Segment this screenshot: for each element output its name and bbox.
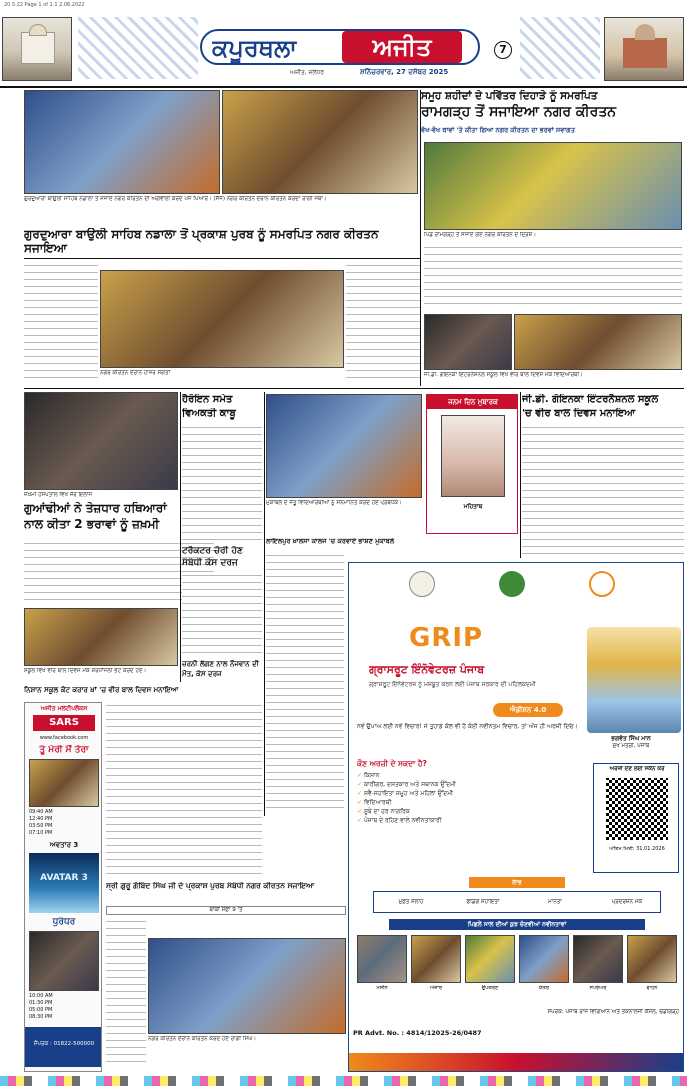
- check-icon: ✓: [357, 799, 364, 806]
- check-icon: ✓: [357, 772, 364, 779]
- cinema-show-time: 01:30 PM: [29, 1000, 53, 1006]
- cinema-movie3-poster: [29, 931, 99, 991]
- cm-title: ਮੁੱਖ ਮੰਤਰੀ, ਪੰਜਾਬ: [612, 743, 650, 749]
- story4-headline-line1: ਗੁਆਂਢੀਆਂ ਨੇ ਤੇਜ਼ਧਾਰ ਹਥਿਆਰਾਂ: [24, 502, 167, 515]
- color-registration-strip: [0, 1076, 687, 1086]
- grip-who-item: [357, 816, 577, 825]
- grip-past-photo: [573, 935, 623, 983]
- story9-photo-caption: ਸਕੂਲ ਵਿਖੇ ਵੀਰ ਬਾਲ ਦਿਵਸ ਮੌਕੇ ਸ਼ਰਧਾਂਜਲੀ ਭੇਟ ਕਰਦੇ ਹੋਏ।: [24, 668, 147, 674]
- grip-deadline: ਅੰਤਿਮ ਮਿਤੀ: 31.01.2026: [609, 846, 665, 852]
- story1-photo-left: [24, 90, 220, 194]
- column-rule: [264, 392, 265, 816]
- story6-headline-line1: ਟਰੈਕਟਰ ਚੋਰੀ ਹੋਣ: [182, 546, 243, 556]
- story1-text-col2: [346, 262, 420, 380]
- column-rule: [520, 392, 521, 558]
- check-icon: ✓: [357, 817, 364, 824]
- cinema-show-time: 08:30 PM: [29, 1014, 53, 1020]
- masthead-pattern-left: [78, 17, 198, 79]
- gov-emblem-icon: [409, 571, 435, 597]
- grip-logo: GRIP: [409, 623, 484, 653]
- story10-continued: ਬਾਕੀ ਸਫ਼ਾ 9 'ਤੇ: [106, 906, 346, 915]
- masthead-title-box: [200, 29, 480, 65]
- cinema-show-time: 07:10 PM: [29, 830, 53, 836]
- story1-text-col1: [24, 262, 98, 380]
- section-rule-1: [24, 388, 684, 389]
- grip-past-label: ਮਸ਼ੀਨ: [376, 985, 388, 991]
- story4-photo-caption: ਜ਼ਖ਼ਮੀ ਹਸਪਤਾਲ ਵਿਖੇ ਜ਼ੇਰੇ ਇਲਾਜ: [24, 492, 93, 498]
- grip-who-item: [357, 798, 577, 807]
- masthead-city: ਕਪੂਰਥਲਾ: [212, 33, 298, 62]
- grip-benefit: ਮੁਫ਼ਤ ਸਲਾਹ: [398, 899, 424, 905]
- grip-past-photo: [627, 935, 677, 983]
- story9-headline: ਨਿਸ਼ਾਨ ਸਕੂਲ ਕੋਟ ਕਰਾਰ ਖ਼ਾਂ 'ਚ ਵੀਰ ਬਾਲ ਦਿਵਸ ਮਨਾਇਆ: [24, 686, 179, 694]
- grip-footer-advt-no: PR Advt. No. : 4814/12025-26/0487: [353, 1029, 482, 1037]
- story2-headline-line1: ਸਮੂਹ ਸ਼ਹੀਦਾਂ ਦੇ ਪਵਿੱਤਰ ਦਿਹਾੜੇ ਨੂੰ ਸਮਰਪਿਤ: [421, 90, 598, 102]
- story1-headline-rule: [24, 258, 420, 259]
- cinema-movie2-label: ਅਵਤਾਰ 3: [49, 841, 79, 849]
- grip-who-item-label: ਪੰਜਾਬ ਦੇ ਰਹਿਣ ਵਾਲੇ ਨਵੀਨਤਾਕਾਰੀ: [363, 817, 442, 824]
- grip-benefit: ਮਾਨਤਾ: [548, 899, 562, 905]
- grip-benefits-title: ਲਾਭ: [469, 877, 565, 888]
- story10-photo: [148, 938, 346, 1034]
- story2-text: [424, 244, 682, 310]
- grip-title: ਗ੍ਰਾਸਰੂਟ ਇੰਨੋਵੇਟਰਜ਼ ਪੰਜਾਬ: [369, 663, 485, 676]
- cinema-movie1-poster: [29, 759, 99, 807]
- story2-headline-line2: ਰਾਮਗੜ੍ਹ ਤੋਂ ਸਜਾਇਆ ਨਗਰ ਕੀਰਤਨ: [421, 104, 617, 120]
- check-icon: ✓: [357, 781, 364, 788]
- story1-photo-right: [222, 90, 418, 194]
- grip-who-item-label: ਸਵੈ-ਸਹਾਇਤਾ ਸਮੂਹ ਅਤੇ ਮਹਿਲਾ ਉੱਦਮੀ: [363, 790, 454, 797]
- grip-advertisement: [348, 562, 684, 1072]
- story1-caption: ਗੁਰਦੁਆਰਾ ਬਾਉਲੀ ਸਾਹਿਬ ਨਡਾਲਾ ਤੋਂ ਸਜਾਏ ਨਗਰ ਕੀਰਤਨ ਦੀ ਅਗਵਾਈ ਕਰਦੇ ਪੰਜ ਪਿਆਰੇ। (ਸੱਜੇ) ਨਗਰ ਕੀਰਤਨ ਦੌਰਾਨ ਕੀਰਤਨ ਕਰਦਾ ਰਾਗੀ ਜਥਾ।: [24, 196, 327, 202]
- grip-who-item-label: ਸੂਬੇ ਦਾ ਹਰ ਨਾਗਰਿਕ: [363, 808, 410, 815]
- birthday-name: ਮਹਿਤਾਬ: [463, 503, 483, 510]
- masthead-sub-left: ਅਜੀਤ, ਜਲੰਧਰ: [290, 69, 325, 76]
- page-number: 7: [494, 41, 512, 59]
- cinema-movie1: ਤੂੰ ਮੇਰੀ ਮੈਂ ਤੇਰਾ: [39, 745, 89, 755]
- cinema-movie2-poster: [29, 853, 99, 913]
- story6-headline-line2: ਸੰਬੰਧੀ ਕੇਸ ਦਰਜ: [182, 558, 238, 568]
- grip-past-gallery: [357, 935, 677, 999]
- print-strip: 20.5.22 Page 1 of 1.1 2.06.2022: [4, 2, 85, 8]
- masthead-rule: [0, 86, 687, 88]
- birthday-box: [426, 394, 518, 534]
- grip-benefit: ਫੰਡਿੰਗ ਸਹਾਇਤਾ: [466, 899, 500, 905]
- cinema-ad: [24, 702, 102, 1072]
- grip-bottom-bar: [349, 1053, 684, 1072]
- story5-text: [182, 424, 262, 542]
- cm-photo: [587, 627, 681, 733]
- cinema-url: www.facebook.com: [39, 735, 89, 741]
- grip-mini-logo-icon: [589, 571, 615, 597]
- grip-past-label: ਉਪਕਰਣ: [481, 985, 499, 991]
- grip-past-label: ਸਪਰੇਅਰ: [589, 985, 607, 991]
- grip-past-photo: [411, 935, 461, 983]
- story8-headline-line1: ਜ਼ਰਨੀ ਲੱਗਣ ਨਾਲ ਨੌਜਵਾਨ ਦੀ: [182, 660, 259, 668]
- story3-text: [522, 424, 684, 556]
- grip-who-item-label: ਕਿਸਾਨ: [363, 772, 380, 779]
- grip-who-title: ਕੌਣ ਅਰਜ਼ੀ ਦੇ ਸਕਦਾ ਹੈ?: [357, 759, 427, 768]
- story10-text: [106, 918, 146, 1068]
- grip-past-label: ਔਜ਼ਾਰ: [429, 985, 443, 991]
- cinema-show-time: 03:50 PM: [29, 823, 53, 829]
- masthead: [0, 11, 687, 86]
- story3-photo-caption: ਜੀ.ਡੀ. ਗੋਇਨਕਾ ਇੰਟਰਨੈਸ਼ਨਲ ਸਕੂਲ ਵਿਖੇ ਵੀਰ ਬਾਲ ਦਿਵਸ ਮੌਕੇ ਵਿਦਿਆਰਥੀ।: [424, 372, 583, 378]
- story1-headline: ਗੁਰਦੁਆਰਾ ਬਾਉਲੀ ਸਾਹਿਬ ਨਡਾਲਾ ਤੋਂ ਪ੍ਰਕਾਸ਼ ਪੁਰਬ ਨੂੰ ਸਮਰਪਿਤ ਨਗਰ ਕੀਰਤਨ ਸਜਾਇਆ: [24, 228, 379, 255]
- story3-photo-left: [424, 314, 512, 370]
- masthead-right-image: [604, 17, 684, 81]
- grip-who-item: [357, 789, 577, 798]
- cinema-show-time: 12:40 PM: [29, 816, 53, 822]
- check-icon: ✓: [357, 790, 364, 797]
- grip-benefits-row: [373, 891, 661, 913]
- qr-box: [593, 763, 679, 873]
- cinema-shows3: [29, 993, 99, 1021]
- story5-headline-line2: ਵਿਅਕਤੀ ਕਾਬੂ: [182, 408, 236, 419]
- masthead-pattern-right: [520, 17, 600, 79]
- qr-label: ਅਰਜ਼ੀ ਦੇਣ ਲਈ ਸਕੈਨ ਕਰੋ: [609, 766, 665, 772]
- story7-photo-caption: ਮੁਕਾਬਲੇ ਦੇ ਜੇਤੂ ਵਿਦਿਆਰਥੀਆਂ ਨੂੰ ਸਨਮਾਨਿਤ ਕਰਦੇ ਹੋਏ ਪ੍ਰਬੰਧਕ।: [266, 500, 402, 506]
- story8-headline-line2: ਮੌਤ, ਕੇਸ ਦਰਜ: [182, 670, 222, 678]
- cinema-shows1: [29, 809, 99, 837]
- cinema-brand: SARS: [33, 715, 95, 731]
- grip-who-item-label: ਵਿਦਿਆਰਥੀ: [363, 799, 392, 806]
- grip-past-photo: [519, 935, 569, 983]
- story4-headline-line2: ਨਾਲ ਕੀਤਾ 2 ਭਰਾਵਾਂ ਨੂੰ ਜ਼ਖ਼ਮੀ: [24, 518, 160, 531]
- story1-center-photo: [100, 270, 344, 368]
- masthead-paper-name: ਅਜੀਤ: [342, 31, 462, 63]
- check-icon: ✓: [357, 808, 364, 815]
- grip-contact: ਸੰਪਰਕ: ਪੰਜਾਬ ਰਾਜ ਵਿਗਿਆਨ ਅਤੇ ਤਕਨਾਲੋਜੀ ਕੌਂਸਲ, ਚੰਡੀਗੜ੍ਹ: [547, 1009, 679, 1015]
- story3-headline-line1: ਜੀ.ਡੀ. ਗੋਇਨਕਾ ਇੰਟਰਨੈਸ਼ਨਲ ਸਕੂਲ: [522, 394, 659, 405]
- birthday-photo: [441, 415, 505, 497]
- story2-photo: [424, 142, 682, 230]
- cinema-title: ਅਜੀਤ ਮਲਟੀਪਲੈਕਸ: [40, 705, 88, 712]
- council-logo-icon: [499, 571, 525, 597]
- cinema-movie3: ਧੁਰੰਧਰ: [52, 917, 76, 927]
- grip-past-label: ਯੰਤਰ: [539, 985, 549, 991]
- qr-code[interactable]: [606, 778, 668, 840]
- cinema-show-time: 09:40 AM: [29, 809, 53, 815]
- grip-benefit: ਪ੍ਰਦਰਸ਼ਨ ਮੌਕੇ: [611, 899, 643, 905]
- story7-headline: ਲਾਇਲਪੁਰ ਖ਼ਾਲਸਾ ਕਾਲਜ 'ਚ ਕਰਵਾਏ ਭਾਸ਼ਣ ਮੁਕਾਬਲੇ: [266, 538, 395, 545]
- story9-text: [106, 702, 262, 878]
- grip-past-title: ਪਿਛਲੇ ਸਾਲ ਦੀਆਂ ਕੁਝ ਚੋਣਵੀਆਂ ਨਵੀਨਤਾਵਾਂ: [389, 919, 645, 930]
- grip-past-label: ਵਾਹਨ: [646, 985, 658, 991]
- masthead-left-image: [2, 17, 72, 81]
- grip-who-item: [357, 771, 577, 780]
- story10-headline: ਸ੍ਰੀ ਗੁਰੂ ਗੋਬਿੰਦ ਸਿੰਘ ਜੀ ਦੇ ਪ੍ਰਕਾਸ਼ ਪੁਰਬ ਸੰਬੰਧੀ ਨਗਰ ਕੀਰਤਨ ਸਜਾਇਆ: [106, 882, 315, 890]
- grip-past-photo: [465, 935, 515, 983]
- grip-edition-badge: ਐਡੀਸ਼ਨ 4.0: [493, 703, 563, 717]
- birthday-title: ਜਨਮ ਦਿਨ ਮੁਬਾਰਕ: [427, 395, 518, 409]
- story3-headline-line2: 'ਚ ਵੀਰ ਬਾਲ ਦਿਵਸ ਮਨਾਇਆ: [522, 408, 636, 419]
- masthead-date: ਸ਼ਨਿੱਚਰਵਾਰ, 27 ਦਸੰਬਰ 2025: [360, 68, 449, 76]
- story3-photo-right: [514, 314, 682, 370]
- cinema-movie2-title: AVATAR 3: [40, 873, 88, 883]
- story4-photo: [24, 392, 178, 490]
- cinema-contact: ਸੰਪਰਕ : 01822-500000: [25, 1027, 102, 1067]
- story10-photo-caption: ਨਗਰ ਕੀਰਤਨ ਦੌਰਾਨ ਕੀਰਤਨ ਕਰਦੇ ਹੋਏ ਰਾਗੀ ਸਿੰਘ।: [148, 1036, 257, 1042]
- grip-who-item: [357, 807, 577, 816]
- story2-caption: ਪਿੰਡ ਰਾਮਗੜ੍ਹ ਤੋਂ ਸਜਾਏ ਗਏ ਨਗਰ ਕੀਰਤਨ ਦੇ ਦ੍ਰਿਸ਼।: [424, 232, 537, 238]
- story1-photo-caption: ਨਗਰ ਕੀਰਤਨ ਦੌਰਾਨ ਹਾਜ਼ਰ ਸੰਗਤਾਂ: [100, 370, 171, 376]
- column-rule: [420, 90, 421, 386]
- cinema-show-time: 05:00 PM: [29, 1007, 53, 1013]
- cm-name: ਭਗਵੰਤ ਸਿੰਘ ਮਾਨ: [611, 735, 651, 742]
- story2-subhead: ਵੱਖ-ਵੱਖ ਥਾਵਾਂ 'ਤੇ ਕੀਤਾ ਗਿਆ ਨਗਰ ਕੀਰਤਨ ਦਾ ਭਰਵਾਂ ਸਵਾਗਤ: [421, 126, 575, 134]
- story9-photo: [24, 608, 178, 666]
- story6-text: [182, 572, 262, 656]
- story7-text: [266, 552, 344, 814]
- story7-photo: [266, 394, 422, 498]
- grip-intro: ਨਵੇਂ ਉਪਾਅ ਲਈ ਨਵੇਂ ਵਿਚਾਰ! ਜੇ ਤੁਹਾਡੇ ਕੋਲ ਵੀ ਹੈ ਕੋਈ ਨਵੀਨਤਮ ਵਿਚਾਰ, ਤਾਂ ਅੱਜ ਹੀ ਅਰਜ਼ੀ ਦਿਓ।: [357, 723, 578, 730]
- grip-past-photo: [357, 935, 407, 983]
- grip-who-item: [357, 780, 577, 789]
- grip-who-list: [357, 771, 577, 825]
- column-rule: [180, 392, 181, 682]
- grip-who-item-label: ਕਾਰੀਗਰ, ਦਸਤਕਾਰ ਅਤੇ ਸਥਾਨਕ ਉੱਦਮੀ: [363, 781, 456, 788]
- cinema-show-time: 10:00 AM: [29, 993, 53, 999]
- story5-headline-line1: ਹੈਰੋਇਨ ਸਮੇਤ: [182, 394, 233, 405]
- grip-subtitle: ਗ੍ਰਾਸਰੂਟ ਇੰਨੋਵੇਟਰਜ਼ ਨੂੰ ਮਜ਼ਬੂਤ ਕਰਨ ਲਈ ਪੰਜਾਬ ਸਰਕਾਰ ਦੀ ਪਹਿਲਕਦਮੀ: [369, 681, 536, 688]
